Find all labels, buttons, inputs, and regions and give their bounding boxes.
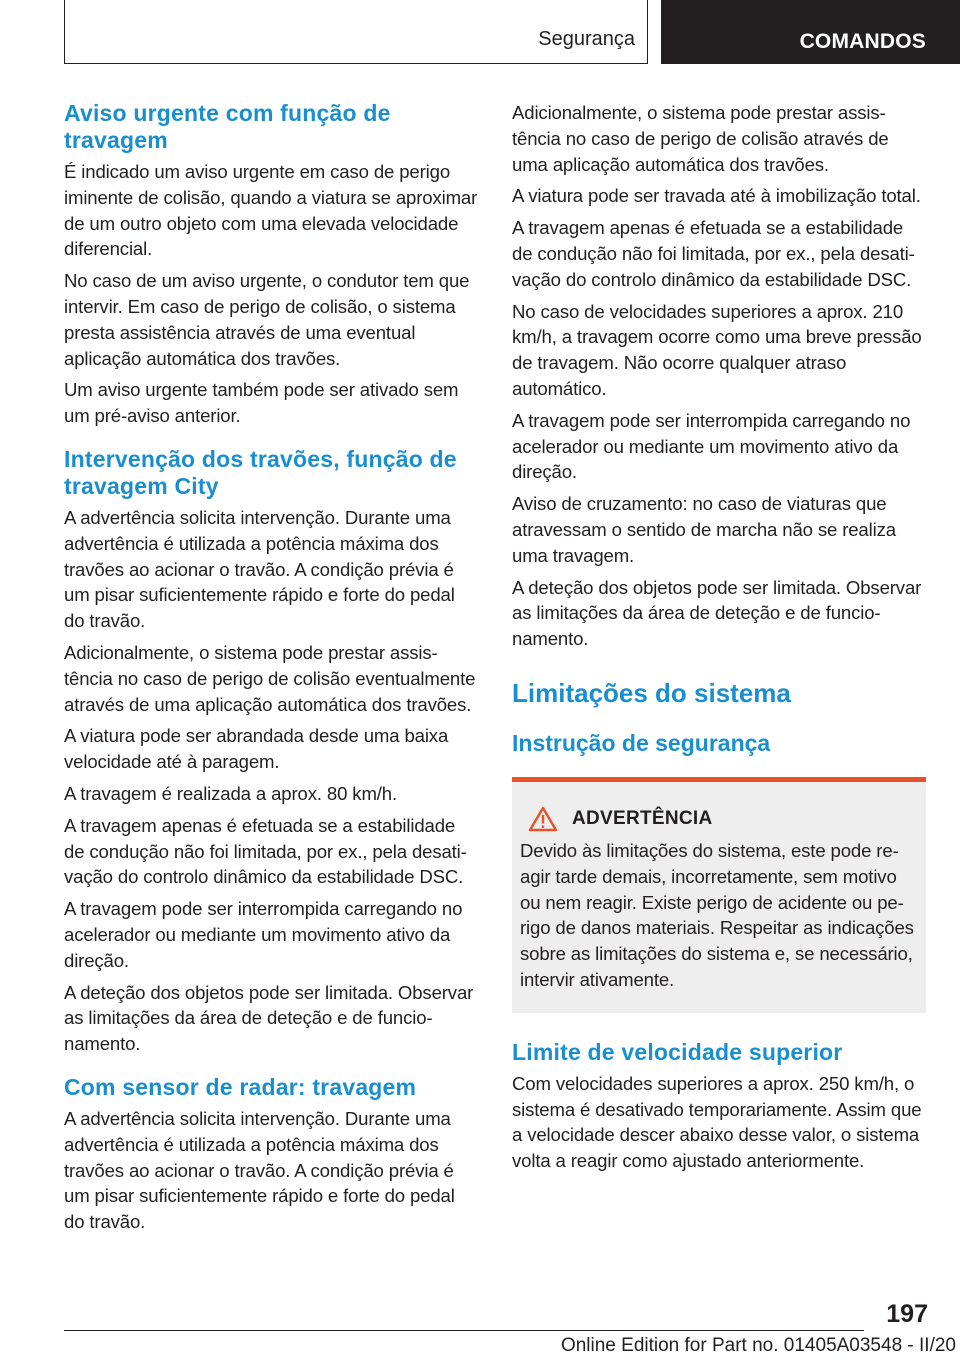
paragraph: A travagem pode ser interrompida carregando no acelerador ou mediante um movimento ativo da direção. xyxy=(64,898,463,971)
heading-instrucao-seguranca: Instrução de segurança xyxy=(512,729,771,756)
paragraph: Um aviso urgente também pode ser ativado sem um pré-aviso anterior. xyxy=(64,379,459,427)
paragraph: A viatura pode ser abrandada desde uma baixa velocidade até à paragem. xyxy=(64,725,449,773)
paragraph: No caso de velocidades superiores a aprox. 210 km/h, a travagem ocorre como uma breve pressão de travagem. Não ocorre qualquer atraso automático. xyxy=(512,300,922,399)
heading-limite-velocidade: Limite de velocidade superior xyxy=(512,1038,843,1065)
warning-box xyxy=(512,777,926,1013)
warning-title: ADVERTÊNCIA xyxy=(572,807,713,829)
header-section-tab xyxy=(64,0,648,64)
paragraph: A deteção dos objetos pode ser limitada. Observar as limitações da área de deteção e de funcionamento. xyxy=(64,981,474,1055)
footer-edition: Online Edition for Part no. 01405A03548 - II/20 xyxy=(560,1335,956,1356)
paragraph: A travagem é realizada a aprox. 80 km/h. xyxy=(64,782,397,804)
paragraph: Adicionalmente, o sistema pode prestar assistência no caso de perigo de colisão eventualmente através de uma aplicação automática dos travões. xyxy=(64,641,476,715)
warning-triangle-icon xyxy=(528,806,558,832)
paragraph: No caso de um aviso urgente, o condutor tem que intervir. Em caso de perigo de colisão, o sistema presta assistência através de uma eventual aplicação automática dos travões. xyxy=(64,270,470,369)
page-number: 197 xyxy=(886,1300,928,1328)
paragraph: A advertência solicita intervenção. Durante uma advertência é utilizada a potência máxima dos travões ao acionar o travão. A condição prévia é um pisar suficientemente rápido e forte do pedal do travão. xyxy=(64,506,455,632)
heading-travagem-city: Intervenção dos travões, função de travagem City xyxy=(64,445,457,499)
header-section-label: Segurança xyxy=(538,28,635,50)
warning-text: Devido às limitações do sistema, este pode reagir tarde demais, incorretamente, sem motivo ou nem reagir. Existe perigo de acidente ou perigo de danos materiais. Respeitar as indicações sobre as limitações do sistema e, se necessário, intervir ativamente. xyxy=(520,839,914,990)
paragraph: A travagem apenas é efetuada se a estabilidade de condução não foi limitada, por ex., pela desativação do controlo dinâmico da estabilidade DSC. xyxy=(64,814,467,888)
header-chapter-tab xyxy=(661,0,960,64)
paragraph: A travagem pode ser interrompida carregando no acelerador ou mediante um movimento ativo da direção. xyxy=(512,409,911,483)
heading-sensor-radar: Com sensor de radar: travagem xyxy=(64,1073,417,1100)
header-chapter-label: COMANDOS xyxy=(799,30,926,53)
warning-header xyxy=(528,806,916,832)
heading-limitacoes-sistema: Limitações do sistema xyxy=(512,677,791,708)
left-column xyxy=(64,100,478,1235)
paragraph: A viatura pode ser travada até à imobilização total. xyxy=(512,185,921,207)
paragraph: É indicado um aviso urgente em caso de perigo iminente de colisão, quando a viatura se aproximar de um outro objeto com uma elevada velocidade diferencial. xyxy=(64,161,478,260)
paragraph: A advertência solicita intervenção. Durante uma advertência é utilizada a potência máxima dos travões ao acionar o travão. A condição prévia é um pisar suficientemente rápido e forte do pedal do travão. xyxy=(64,1107,455,1233)
paragraph: Adicionalmente, o sistema pode prestar assistência no caso de perigo de colisão através de uma aplicação automática dos travões. xyxy=(512,102,889,175)
paragraph: Com velocidades superiores a aprox. 250 km/h, o sistema é desativado temporariamente. Assim que a velocidade descer abaixo desse valor, o sistema volta a reagir como ajustado anteriormente. xyxy=(512,1072,922,1172)
paragraph: Aviso de cruzamento: no caso de viaturas que atravessam o sentido de marcha não se realiza uma travagem. xyxy=(512,493,896,566)
footer-divider xyxy=(64,1330,864,1331)
heading-aviso-urgente: Aviso urgente com função de travagem xyxy=(64,100,391,153)
paragraph: A deteção dos objetos pode ser limitada. Observar as limitações da área de deteção e de funcionamento. xyxy=(512,576,922,650)
paragraph: A travagem apenas é efetuada se a estabilidade de condução não foi limitada, por ex., pela desativação do controlo dinâmico da estabilidade DSC. xyxy=(512,217,915,290)
right-column xyxy=(512,100,926,1174)
